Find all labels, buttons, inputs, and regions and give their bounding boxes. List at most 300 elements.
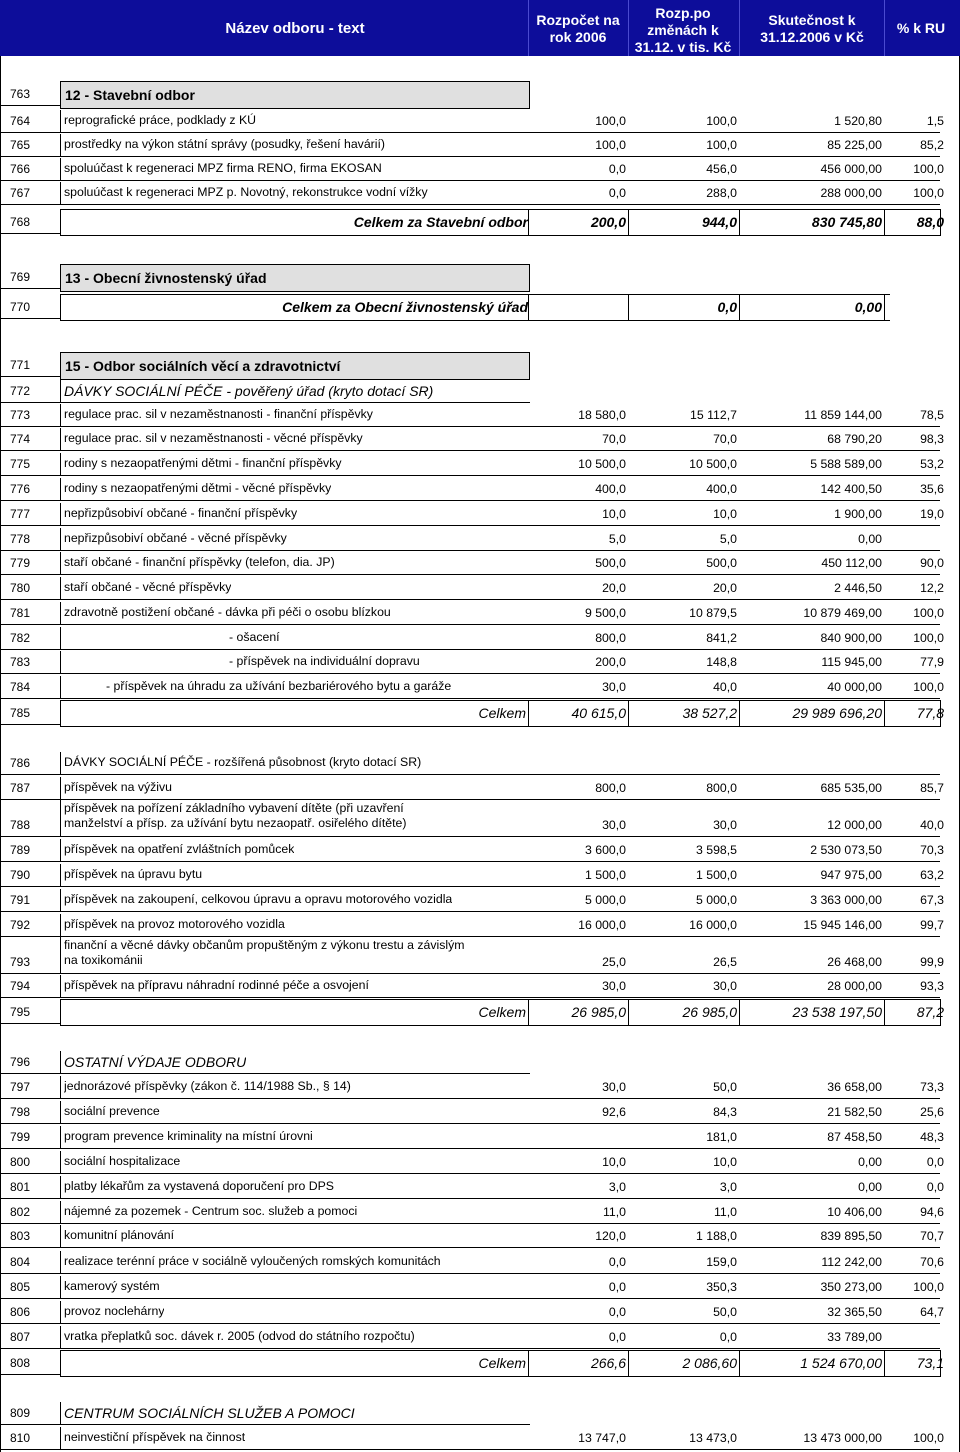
actual-value: 830 745,80 xyxy=(811,214,882,230)
rule xyxy=(0,180,60,181)
budget-value: 92,6 xyxy=(602,1105,626,1119)
budget-value: 1 500,0 xyxy=(584,868,626,882)
actual-value: 2 446,50 xyxy=(834,581,882,595)
row-number: 794 xyxy=(10,979,31,993)
budget-value: 500,0 xyxy=(595,556,626,570)
actual-value: 87 458,50 xyxy=(827,1130,882,1144)
rule xyxy=(60,676,61,699)
item-text: vratka přeplatků soc. dávek r. 2005 (odvod do státního rozpočtu) xyxy=(64,1329,415,1343)
row-number: 775 xyxy=(10,457,31,471)
row-number: 800 xyxy=(10,1155,31,1169)
actual-value: 456 000,00 xyxy=(820,162,882,176)
item-text: - příspěvek na úhradu za užívání bezbariérového bytu a garáže xyxy=(106,679,452,693)
rule xyxy=(60,1148,940,1149)
row-number: 766 xyxy=(10,162,31,176)
item-text: spoluúčast k regeneraci MPZ firma RENO, firma EKOSAN xyxy=(64,161,382,175)
revised-value: 944,0 xyxy=(701,214,737,230)
rule xyxy=(60,1223,940,1224)
pct-value: 93,3 xyxy=(920,979,944,993)
rule xyxy=(0,1123,60,1124)
row-number: 788 xyxy=(10,818,31,832)
row-number: 798 xyxy=(10,1105,31,1119)
item-text: jednorázové příspěvky (zákon č. 114/1988 Sb., § 14) xyxy=(64,1079,351,1093)
actual-value: 21 582,50 xyxy=(827,1105,882,1119)
item-text: rodiny s nezaopatřenými dětmi - věcné příspěvky xyxy=(64,481,332,495)
item-text: sociální prevence xyxy=(64,1104,160,1118)
budget-value: 0,0 xyxy=(608,1330,626,1344)
rule xyxy=(60,209,61,236)
budget-value: 30,0 xyxy=(602,818,626,832)
revised-value: 500,0 xyxy=(706,556,737,570)
revised-value: 84,3 xyxy=(713,1105,737,1119)
item-text: příspěvek na opatření zvláštních pomůcek xyxy=(64,842,295,856)
rule xyxy=(60,402,530,403)
pct-value: 88,0 xyxy=(916,214,944,230)
rule xyxy=(60,552,61,575)
rule xyxy=(60,294,61,321)
revised-value: 288,0 xyxy=(706,186,737,200)
actual-value: 28 000,00 xyxy=(827,979,882,993)
header-actual: Skutečnost k 31.12.2006 v Kč xyxy=(760,12,864,45)
pct-value: 48,3 xyxy=(920,1130,944,1144)
rule xyxy=(60,1350,940,1351)
rule xyxy=(60,453,61,476)
rule xyxy=(60,475,940,476)
rule xyxy=(0,649,60,650)
rule xyxy=(0,1273,60,1274)
actual-value: 2 530 073,50 xyxy=(810,843,882,857)
rule xyxy=(0,1173,60,1174)
rule xyxy=(0,426,60,427)
rule xyxy=(60,204,940,205)
rule xyxy=(0,1374,60,1375)
row-number: 786 xyxy=(10,756,31,770)
row-number: 789 xyxy=(10,843,31,857)
rule xyxy=(60,1173,940,1174)
rule xyxy=(60,180,940,181)
rule xyxy=(0,1424,60,1425)
revised-value: 13 473,0 xyxy=(689,1431,737,1445)
actual-value: 450 112,00 xyxy=(821,556,882,570)
budget-value: 100,0 xyxy=(595,114,626,128)
item-text: kamerový systém xyxy=(64,1279,160,1293)
rule xyxy=(60,752,61,775)
rule xyxy=(60,235,940,236)
item-text: staří občané - věcné příspěvky xyxy=(64,580,232,594)
rule xyxy=(739,700,740,727)
rule xyxy=(628,294,629,321)
item-text: finanční a věcné dávky občanům propuštěným z výkonu trestu a závislým xyxy=(64,938,465,952)
pct-value: 0,0 xyxy=(926,1155,944,1169)
revised-value: 181,0 xyxy=(706,1130,737,1144)
item-text-cont: manželství a přísp. za užívání bytu nezaopatř. osiřelého dítěte) xyxy=(64,816,407,830)
pct-value: 77,9 xyxy=(920,655,944,669)
budget-value: 25,0 xyxy=(602,955,626,969)
revised-value: 0,0 xyxy=(717,299,737,315)
budget-value: 30,0 xyxy=(602,1080,626,1094)
rule xyxy=(60,1298,940,1299)
pct-value: 12,2 xyxy=(920,581,944,595)
item-text: příspěvek na úpravu bytu xyxy=(64,867,203,881)
actual-value: 0,00 xyxy=(858,532,882,546)
rule xyxy=(0,402,60,403)
section-heading: 12 - Stavební odbor xyxy=(60,81,530,109)
pct-value: 70,6 xyxy=(920,1255,944,1269)
item-text: reprografické práce, podklady z KÚ xyxy=(64,113,257,127)
rule xyxy=(60,182,61,205)
revised-value: 841,2 xyxy=(706,631,737,645)
actual-value: 288 000,00 xyxy=(820,186,882,200)
row-number: 803 xyxy=(10,1229,31,1243)
row-number: 771 xyxy=(10,358,31,372)
budget-value: 200,0 xyxy=(590,214,626,230)
rule xyxy=(528,294,529,321)
row-number: 792 xyxy=(10,918,31,932)
item-text: příspěvek na provoz motorového vozidla xyxy=(64,917,285,931)
pct-value: 70,7 xyxy=(920,1229,944,1243)
rule xyxy=(60,1301,61,1324)
actual-value: 947 975,00 xyxy=(820,868,882,882)
rule xyxy=(60,836,940,837)
rule xyxy=(60,1424,530,1425)
budget-value: 0,0 xyxy=(608,1280,626,1294)
row-number: 780 xyxy=(10,581,31,595)
item-text: nájemné za pozemek - Centrum soc. služeb a pomoci xyxy=(64,1204,358,1218)
actual-value: 33 789,00 xyxy=(827,1330,882,1344)
rule xyxy=(0,500,60,501)
budget-value: 13 747,0 xyxy=(578,1431,626,1445)
row-number: 804 xyxy=(10,1255,31,1269)
table-header xyxy=(0,0,960,56)
rule xyxy=(0,574,60,575)
rule xyxy=(0,1247,60,1248)
rule xyxy=(0,997,60,998)
revised-value: 50,0 xyxy=(713,1080,737,1094)
rule xyxy=(60,649,940,650)
rule xyxy=(0,376,60,377)
pct-value: 90,0 xyxy=(920,556,944,570)
actual-value: 685 535,00 xyxy=(820,781,882,795)
actual-value: 0,00 xyxy=(858,1180,882,1194)
rule xyxy=(884,1350,885,1377)
actual-value: 1 520,80 xyxy=(834,114,882,128)
budget-value: 200,0 xyxy=(595,655,626,669)
rule xyxy=(0,56,1,1452)
rule xyxy=(60,426,940,427)
budget-value: 0,0 xyxy=(608,186,626,200)
actual-value: 11 859 144,00 xyxy=(804,408,882,422)
budget-value: 10,0 xyxy=(602,1155,626,1169)
revised-value: 100,0 xyxy=(706,138,737,152)
budget-value: 30,0 xyxy=(602,680,626,694)
rule xyxy=(0,886,60,887)
rule xyxy=(60,1073,530,1074)
row-number: 785 xyxy=(10,706,31,720)
rule xyxy=(0,1223,60,1224)
pct-value: 77,8 xyxy=(916,705,944,721)
revised-value: 1 188,0 xyxy=(695,1229,737,1243)
rule xyxy=(0,799,60,800)
item-text: platby lékařům za vystavená doporučení pro DPS xyxy=(64,1179,334,1193)
actual-value: 0,00 xyxy=(854,299,882,315)
total-label: Celkem xyxy=(478,1355,526,1371)
rule xyxy=(60,577,61,600)
row-number: 791 xyxy=(10,893,31,907)
actual-value: 1 524 670,00 xyxy=(800,1355,882,1371)
rule xyxy=(0,233,60,234)
rule xyxy=(60,110,61,133)
row-number: 797 xyxy=(10,1080,31,1094)
actual-value: 13 473 000,00 xyxy=(803,1431,882,1445)
row-number: 783 xyxy=(10,655,31,669)
rule xyxy=(60,550,940,551)
actual-value: 115 945,00 xyxy=(821,655,882,669)
actual-value: 12 000,00 xyxy=(827,818,882,832)
revised-value: 30,0 xyxy=(713,818,737,832)
pct-value: 100,0 xyxy=(913,1431,944,1445)
revised-value: 0,0 xyxy=(719,1330,737,1344)
rule xyxy=(60,1402,61,1425)
item-text: program prevence kriminality na místní úrovni xyxy=(64,1129,313,1143)
pct-value: 73,1 xyxy=(916,1355,944,1371)
pct-value: 0,0 xyxy=(926,1180,944,1194)
budget-value: 20,0 xyxy=(602,581,626,595)
row-number: 787 xyxy=(10,781,31,795)
row-number: 779 xyxy=(10,556,31,570)
revised-value: 10,0 xyxy=(713,1155,737,1169)
rule xyxy=(60,1348,940,1349)
rule xyxy=(60,1273,940,1274)
rule xyxy=(60,500,940,501)
budget-value: 800,0 xyxy=(595,631,626,645)
rule xyxy=(60,627,61,650)
pct-value: 100,0 xyxy=(913,631,944,645)
header-budget: Rozpočet na rok 2006 xyxy=(536,12,620,45)
actual-value: 1 900,00 xyxy=(834,507,882,521)
item-text: spoluúčast k regeneraci MPZ p. Novotný, rekonstrukce vodní vížky xyxy=(64,185,428,199)
rule xyxy=(60,525,940,526)
budget-value: 70,0 xyxy=(602,432,626,446)
pct-value: 78,5 xyxy=(920,408,944,422)
rule xyxy=(60,380,61,403)
rule xyxy=(0,1098,60,1099)
row-number: 806 xyxy=(10,1305,31,1319)
revised-value: 100,0 xyxy=(706,114,737,128)
section-heading: 13 - Obecní živnostenský úřad xyxy=(60,264,530,292)
rule xyxy=(739,209,740,236)
rule xyxy=(528,209,529,236)
item-text: komunitní plánování xyxy=(64,1228,175,1242)
rule xyxy=(60,1051,61,1074)
rule xyxy=(60,1123,940,1124)
row-number: 809 xyxy=(10,1406,31,1420)
row-number: 770 xyxy=(10,300,31,314)
pct-value: 64,7 xyxy=(920,1305,944,1319)
rule xyxy=(60,651,61,674)
revised-value: 16 000,0 xyxy=(689,918,737,932)
rule xyxy=(60,156,940,157)
pct-value: 25,6 xyxy=(920,1105,944,1119)
item-text: staří občané - finanční příspěvky (telefon, dia. JP) xyxy=(64,555,335,569)
rule xyxy=(0,1073,60,1074)
actual-value: 23 538 197,50 xyxy=(792,1004,882,1020)
actual-value: 3 363 000,00 xyxy=(810,893,882,907)
rule xyxy=(0,132,60,133)
budget-value: 3,0 xyxy=(608,1180,626,1194)
rule xyxy=(60,799,940,800)
row-number: 768 xyxy=(10,215,31,229)
rule xyxy=(60,404,61,427)
pct-value: 99,7 xyxy=(920,918,944,932)
budget-value: 0,0 xyxy=(608,1255,626,1269)
item-text: prostředky na výkon státní správy (posudky, řešení havárií) xyxy=(64,137,385,151)
rule xyxy=(628,700,629,727)
rule xyxy=(0,836,60,837)
item-text: - příspěvek na individuální dopravu xyxy=(229,654,420,668)
row-number: 773 xyxy=(10,408,31,422)
pct-value: 73,3 xyxy=(920,1080,944,1094)
rule xyxy=(60,574,940,575)
row-number: 799 xyxy=(10,1130,31,1144)
rule xyxy=(0,673,60,674)
header-revised: Rozp.po změnách k 31.12. v tis. Kč xyxy=(634,5,732,55)
item-text: regulace prac. sil v nezaměstnanosti - věcné příspěvky xyxy=(64,431,363,445)
revised-value: 30,0 xyxy=(713,979,737,993)
row-number: 795 xyxy=(10,1005,31,1019)
rule xyxy=(60,886,940,887)
rule xyxy=(60,158,61,181)
rule xyxy=(884,700,885,727)
rule xyxy=(0,156,60,157)
row-number: 763 xyxy=(10,87,31,101)
revised-value: 3 598,5 xyxy=(695,843,737,857)
item-text: neinvestiční příspěvek na činnost xyxy=(64,1430,246,1444)
budget-value: 5 000,0 xyxy=(584,893,626,907)
total-label: Celkem xyxy=(478,705,526,721)
revised-value: 15 112,7 xyxy=(690,408,737,422)
row-number: 776 xyxy=(10,482,31,496)
actual-value: 26 468,00 xyxy=(827,955,882,969)
rule xyxy=(60,1247,940,1248)
rule xyxy=(60,134,61,157)
pct-value: 100,0 xyxy=(913,606,944,620)
row-number: 796 xyxy=(10,1055,31,1069)
actual-value: 839 895,50 xyxy=(820,1229,882,1243)
row-number: 810 xyxy=(10,1431,31,1445)
rule xyxy=(60,911,940,912)
item-text: realizace terénní práce v sociálně vyloučených romských komunitách xyxy=(64,1254,441,1268)
rule xyxy=(884,999,885,1026)
rule xyxy=(60,428,61,451)
row-number: 774 xyxy=(10,432,31,446)
revised-value: 5,0 xyxy=(719,532,737,546)
rule xyxy=(528,1350,529,1377)
rule xyxy=(60,1076,61,1099)
header-name: Název odboru - text xyxy=(225,20,365,37)
rule xyxy=(60,973,940,974)
row-number: 790 xyxy=(10,868,31,882)
rule xyxy=(60,1427,61,1450)
pct-value: 53,2 xyxy=(920,457,944,471)
rule xyxy=(0,599,60,600)
item-text: sociální hospitalizace xyxy=(64,1154,181,1168)
rule xyxy=(0,318,60,319)
revised-value: 26 985,0 xyxy=(682,1004,737,1020)
revised-value: 159,0 xyxy=(706,1255,737,1269)
rule xyxy=(60,209,940,210)
row-number: 781 xyxy=(10,606,31,620)
actual-value: 840 900,00 xyxy=(820,631,882,645)
pct-value: 85,7 xyxy=(920,781,944,795)
actual-value: 10 406,00 xyxy=(827,1205,882,1219)
pct-value: 94,6 xyxy=(920,1205,944,1219)
pct-value: 1,5 xyxy=(926,114,944,128)
budget-value: 3 600,0 xyxy=(584,843,626,857)
rule xyxy=(60,999,940,1000)
row-number: 782 xyxy=(10,631,31,645)
row-number: 765 xyxy=(10,138,31,152)
rule xyxy=(0,525,60,526)
revised-value: 10 879,5 xyxy=(689,606,737,620)
budget-value: 266,6 xyxy=(590,1355,626,1371)
item-text: DÁVKY SOCIÁLNÍ PÉČE - rozšířená působnost (kryto dotací SR) xyxy=(64,755,422,769)
rule xyxy=(60,1101,61,1124)
pct-value: 63,2 xyxy=(920,868,944,882)
rule xyxy=(60,1449,940,1450)
rule xyxy=(628,1350,629,1377)
subheading: CENTRUM SOCIÁLNÍCH SLUŽEB A POMOCI xyxy=(64,1405,355,1421)
row-number: 801 xyxy=(10,1180,31,1194)
rule xyxy=(60,1326,61,1349)
rule xyxy=(884,294,885,321)
revised-value: 26,5 xyxy=(713,955,737,969)
actual-value: 36 658,00 xyxy=(827,1080,882,1094)
rule xyxy=(60,975,61,998)
rule xyxy=(0,1198,60,1199)
actual-value: 40 000,00 xyxy=(827,680,882,694)
actual-value: 112 242,00 xyxy=(821,1255,882,1269)
rule xyxy=(60,1225,61,1248)
item-text-cont: na toxikománii xyxy=(64,953,143,967)
rule xyxy=(60,861,940,862)
rule xyxy=(60,673,940,674)
row-number: 808 xyxy=(10,1356,31,1370)
rule xyxy=(60,1323,940,1324)
row-number: 807 xyxy=(10,1330,31,1344)
rule xyxy=(0,624,60,625)
rule xyxy=(739,1350,740,1377)
revised-value: 10,0 xyxy=(713,507,737,521)
total-label: Celkem za Obecní živnostenský úřad xyxy=(282,299,528,315)
rule xyxy=(60,889,61,912)
actual-value: 5 588 589,00 xyxy=(810,457,882,471)
rule xyxy=(60,1176,61,1199)
item-text: příspěvek na přípravu náhradní rodinné péče a osvojení xyxy=(64,978,369,992)
budget-value: 26 985,0 xyxy=(571,1004,626,1020)
budget-value: 400,0 xyxy=(595,482,626,496)
rule xyxy=(60,914,61,937)
revised-value: 5 000,0 xyxy=(695,893,737,907)
rule xyxy=(60,1151,61,1174)
revised-value: 38 527,2 xyxy=(682,705,737,721)
total-label: Celkem za Stavební odbor xyxy=(353,214,528,230)
row-number: 784 xyxy=(10,680,31,694)
revised-value: 3,0 xyxy=(719,1180,737,1194)
revised-value: 10 500,0 xyxy=(689,457,737,471)
pct-value: 40,0 xyxy=(920,818,944,832)
rule xyxy=(60,700,61,727)
budget-value: 800,0 xyxy=(595,781,626,795)
